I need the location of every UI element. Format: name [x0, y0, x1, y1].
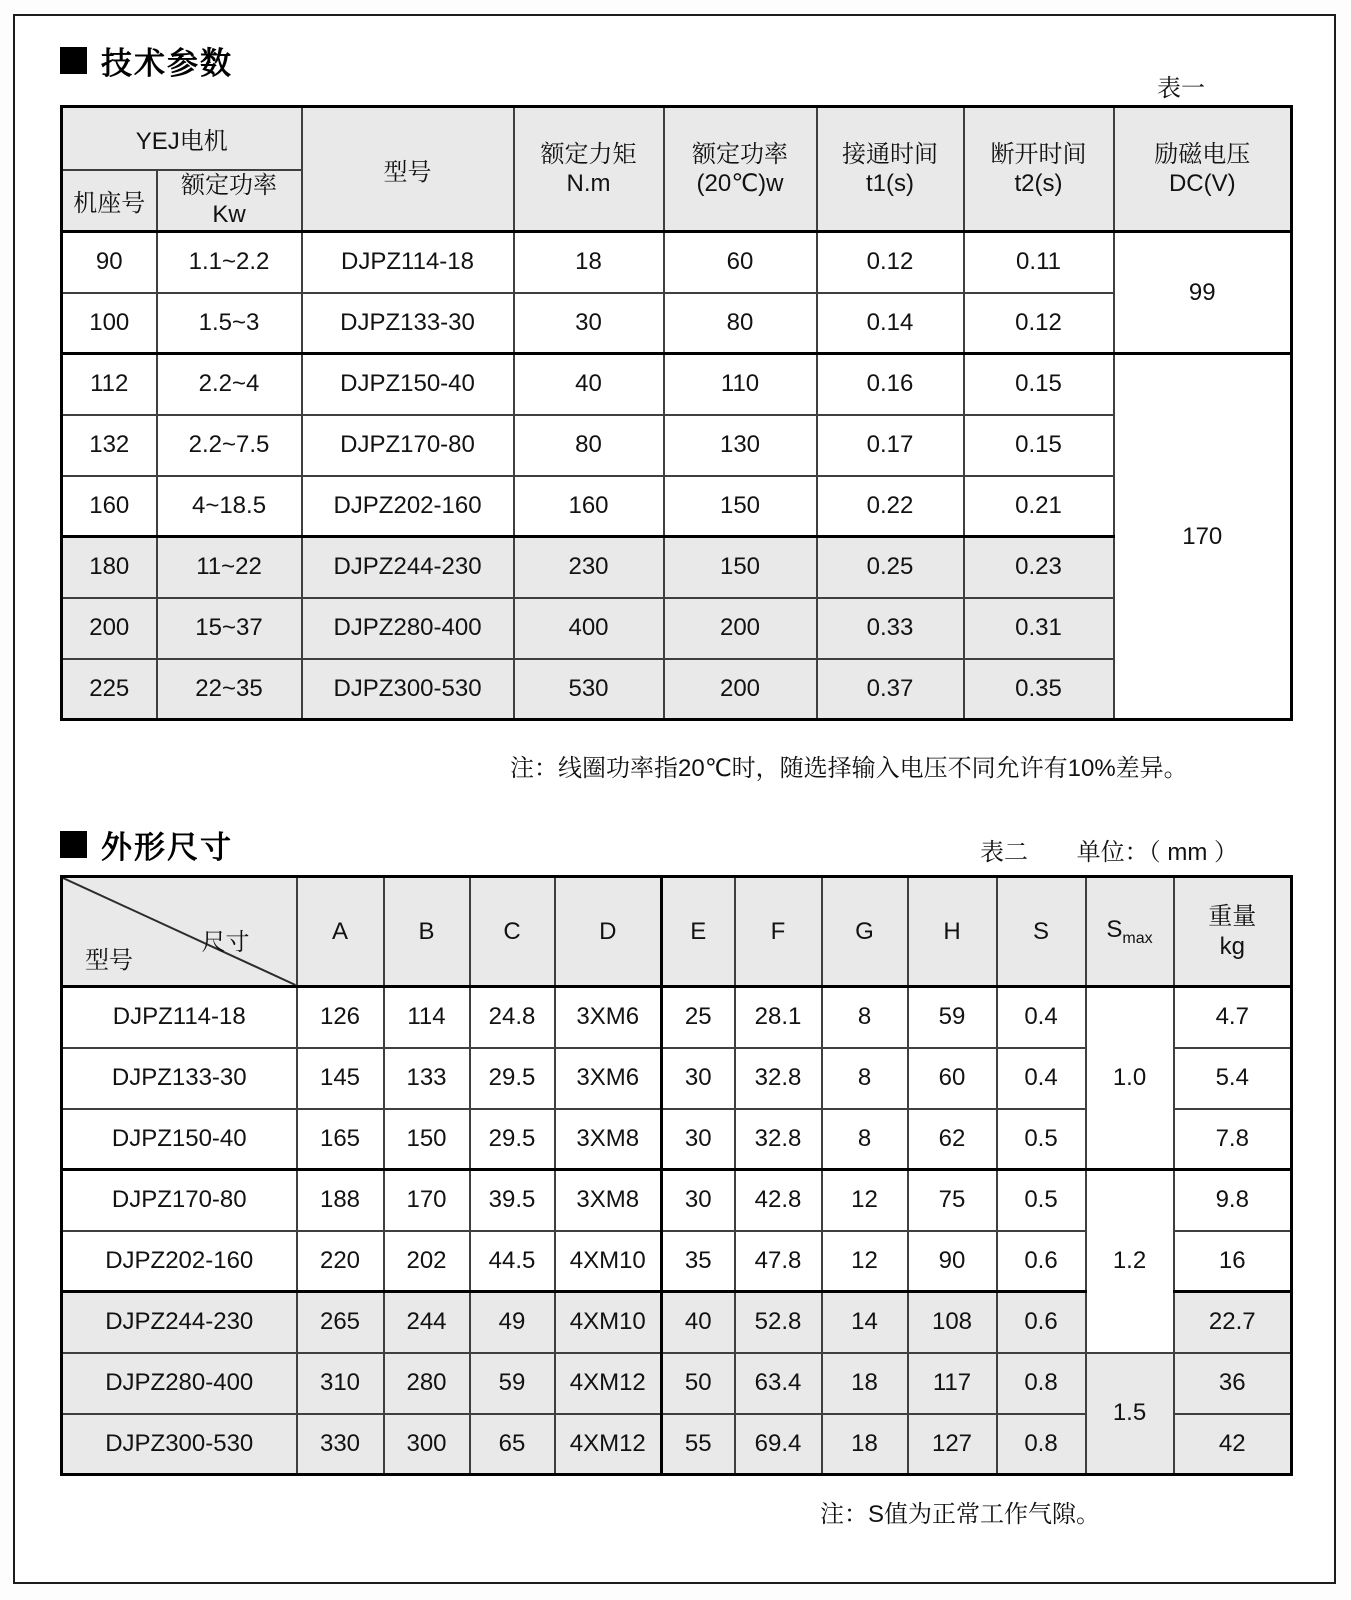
table-cell: 200: [62, 598, 157, 659]
table-cell: 30: [662, 1109, 735, 1170]
table-cell: 100: [62, 293, 157, 354]
table-cell: 30: [662, 1170, 735, 1231]
table-cell: 0.4: [997, 987, 1086, 1048]
rated-power-kw-line1: 额定功率: [181, 171, 277, 199]
table-cell: 165: [297, 1109, 384, 1170]
table-cell: 200: [664, 659, 817, 720]
model-cell: DJPZ300-530: [62, 1414, 297, 1475]
table-cell: 42: [1174, 1414, 1292, 1475]
table-cell: 0.35: [964, 659, 1114, 720]
table-cell: 0.12: [817, 232, 964, 293]
table-cell: 127: [908, 1414, 997, 1475]
table-cell: 244: [384, 1292, 470, 1353]
table-cell: 230: [514, 537, 664, 598]
table-cell: 80: [514, 415, 664, 476]
table-cell: 0.31: [964, 598, 1114, 659]
table-cell: 150: [384, 1109, 470, 1170]
model-cell: DJPZ133-30: [62, 1048, 297, 1109]
table-cell: 90: [908, 1231, 997, 1292]
table-cell: 15~37: [157, 598, 302, 659]
table-cell: 30: [514, 293, 664, 354]
table-cell: 12: [822, 1231, 908, 1292]
header-cell-weight: [1174, 877, 1292, 987]
table-cell: 133: [384, 1048, 470, 1109]
table-cell: 18: [514, 232, 664, 293]
table-cell: 18: [822, 1353, 908, 1414]
table-cell: 49: [470, 1292, 555, 1353]
table-cell: 0.8: [997, 1414, 1086, 1475]
table-cell: 330: [297, 1414, 384, 1475]
table-cell: 3XM8: [555, 1170, 662, 1231]
header-cell-D: D: [555, 877, 662, 987]
table-cell: 530: [514, 659, 664, 720]
table-cell: 50: [662, 1353, 735, 1414]
table-cell: 8: [822, 987, 908, 1048]
table-cell: 63.4: [735, 1353, 822, 1414]
table-cell: 0.21: [964, 476, 1114, 537]
model-cell: DJPZ150-40: [62, 1109, 297, 1170]
smax-sub: max: [1122, 929, 1153, 947]
table-cell: 28.1: [735, 987, 822, 1048]
table-cell: 220: [297, 1231, 384, 1292]
table-cell: 35: [662, 1231, 735, 1292]
table-cell: 29.5: [470, 1109, 555, 1170]
header-cell-corner: [62, 877, 297, 987]
section1-title-text: 技术参数: [101, 46, 233, 81]
table-cell: 130: [664, 415, 817, 476]
table-cell: 75: [908, 1170, 997, 1231]
table-cell-smax-group1: 1.0: [1086, 987, 1174, 1170]
table-cell: 170: [384, 1170, 470, 1231]
table-row: [62, 476, 1292, 537]
off-time-line2: t2(s): [1014, 170, 1063, 197]
table-cell: 62: [908, 1109, 997, 1170]
table-cell: 40: [662, 1292, 735, 1353]
model-cell: DJPZ244-230: [62, 1292, 297, 1353]
weight-line1: 重量: [1208, 903, 1257, 931]
table-cell: 3XM6: [555, 987, 662, 1048]
table-cell: 400: [514, 598, 664, 659]
header-cell-S: S: [997, 877, 1086, 987]
table-cell: 36: [1174, 1353, 1292, 1414]
table-row: [62, 232, 1292, 293]
table-cell: DJPZ244-230: [302, 537, 514, 598]
table-cell: 39.5: [470, 1170, 555, 1231]
corner-label-dimension: 尺寸: [201, 929, 250, 956]
table-cell-voltage-170: 170: [1114, 354, 1292, 720]
header-cell-model: 型号: [302, 107, 514, 232]
table-cell: 0.12: [964, 293, 1114, 354]
table-cell: 0.37: [817, 659, 964, 720]
table-cell: 29.5: [470, 1048, 555, 1109]
header-cell-on-time: [817, 107, 964, 232]
table2-footnote: [60, 1494, 1290, 1529]
table-cell: 188: [297, 1170, 384, 1231]
table-cell: 60: [908, 1048, 997, 1109]
table-row: [62, 537, 1292, 598]
table-cell: 0.14: [817, 293, 964, 354]
table-cell: 150: [664, 476, 817, 537]
weight-line2: kg: [1219, 932, 1245, 960]
table-cell: 0.6: [997, 1231, 1086, 1292]
table-cell: 0.22: [817, 476, 964, 537]
table-cell: 4XM10: [555, 1292, 662, 1353]
technical-parameters-table: [60, 105, 1293, 721]
table-cell: 4XM12: [555, 1414, 662, 1475]
table-cell: 300: [384, 1414, 470, 1475]
table1-caption: [60, 68, 1290, 103]
table2-footnote-text: 注：S值为正常工作气隙。: [820, 1501, 1101, 1528]
table-cell: 14: [822, 1292, 908, 1353]
table-cell: 32.8: [735, 1048, 822, 1109]
table-cell: 310: [297, 1353, 384, 1414]
table-row: [62, 1170, 1292, 1231]
off-time-line1: 断开时间: [990, 140, 1087, 168]
table-cell: 0.4: [997, 1048, 1086, 1109]
table-cell: 2.2~4: [157, 354, 302, 415]
table-cell: 117: [908, 1353, 997, 1414]
table-cell: 0.15: [964, 354, 1114, 415]
table-row: [62, 354, 1292, 415]
table-cell: DJPZ114-18: [302, 232, 514, 293]
table-cell: 59: [908, 987, 997, 1048]
rated-torque-line2: N.m: [566, 170, 611, 197]
header-cell-frame-no: 机座号: [62, 170, 157, 232]
table-cell: 132: [62, 415, 157, 476]
table2-caption-text: 表二: [980, 839, 1028, 866]
table-cell: 2.2~7.5: [157, 415, 302, 476]
table-cell-smax-group2: 1.2: [1086, 1170, 1174, 1353]
outline-dimensions-table: [60, 875, 1293, 1476]
table-cell: 7.8: [1174, 1109, 1292, 1170]
table-cell: 4~18.5: [157, 476, 302, 537]
table-cell-voltage-99: 99: [1114, 232, 1292, 354]
table-cell: 4XM10: [555, 1231, 662, 1292]
table-cell: 32.8: [735, 1109, 822, 1170]
table-cell: 18: [822, 1414, 908, 1475]
table-cell: 8: [822, 1048, 908, 1109]
table-cell: 90: [62, 232, 157, 293]
table-cell: 160: [62, 476, 157, 537]
table-row: [62, 1353, 1292, 1414]
table-cell: 0.5: [997, 1109, 1086, 1170]
model-cell: DJPZ114-18: [62, 987, 297, 1048]
table-cell: DJPZ170-80: [302, 415, 514, 476]
table-cell: 47.8: [735, 1231, 822, 1292]
table-cell: 150: [664, 537, 817, 598]
table-cell: 3XM6: [555, 1048, 662, 1109]
table-cell: 0.6: [997, 1292, 1086, 1353]
table-cell: DJPZ133-30: [302, 293, 514, 354]
header-cell-yej-motor: YEJ电机: [62, 107, 302, 170]
table-cell: 65: [470, 1414, 555, 1475]
table-cell: 60: [664, 232, 817, 293]
table-cell: 160: [514, 476, 664, 537]
table-row: [62, 415, 1292, 476]
on-time-line1: 接通时间: [842, 140, 939, 168]
table-cell: 1.5~3: [157, 293, 302, 354]
table-cell: 22~35: [157, 659, 302, 720]
table-cell: 0.25: [817, 537, 964, 598]
header-cell-Smax: [1086, 877, 1174, 987]
header-cell-off-time: [964, 107, 1114, 232]
table-cell: 0.16: [817, 354, 964, 415]
table1-footnote-text: 注：线圈功率指20℃时，随选择输入电压不同允许有10%差异。: [510, 755, 1188, 782]
table-cell: 0.23: [964, 537, 1114, 598]
table-cell: 1.1~2.2: [157, 232, 302, 293]
smax-main: S: [1106, 915, 1123, 943]
table-cell: 202: [384, 1231, 470, 1292]
table-cell: 44.5: [470, 1231, 555, 1292]
table-cell: 265: [297, 1292, 384, 1353]
table-cell: 112: [62, 354, 157, 415]
table1-footnote: [60, 748, 1290, 783]
header-cell-E: E: [662, 877, 735, 987]
table-cell: DJPZ280-400: [302, 598, 514, 659]
table-cell: 52.8: [735, 1292, 822, 1353]
table-cell: 114: [384, 987, 470, 1048]
table-row: [62, 293, 1292, 354]
table-cell: 225: [62, 659, 157, 720]
table-cell: 4.7: [1174, 987, 1292, 1048]
table1-caption-text: 表一: [1157, 75, 1205, 102]
table-cell: 9.8: [1174, 1170, 1292, 1231]
header-cell-A: A: [297, 877, 384, 987]
table-cell: 110: [664, 354, 817, 415]
rated-power-kw-line2: Kw: [212, 201, 246, 229]
header-cell-B: B: [384, 877, 470, 987]
table-cell: 4XM12: [555, 1353, 662, 1414]
table-cell: 5.4: [1174, 1048, 1292, 1109]
table-cell: 16: [1174, 1231, 1292, 1292]
model-cell: DJPZ170-80: [62, 1170, 297, 1231]
on-time-line2: t1(s): [866, 170, 915, 197]
header-cell-rated-power-kw: [157, 170, 302, 232]
header-cell-G: G: [822, 877, 908, 987]
table-row: [62, 659, 1292, 720]
header-cell-F: F: [735, 877, 822, 987]
corner-label-model: 型号: [85, 947, 133, 974]
table2-caption: [60, 832, 1290, 867]
table-cell: 3XM8: [555, 1109, 662, 1170]
table-cell: 42.8: [735, 1170, 822, 1231]
section2-title-text: 外形尺寸: [101, 830, 233, 865]
table-cell: 108: [908, 1292, 997, 1353]
table-cell: 8: [822, 1109, 908, 1170]
table-cell: 0.17: [817, 415, 964, 476]
header-cell-rated-torque: [514, 107, 664, 232]
excitation-line2: DC(V): [1168, 170, 1236, 197]
table-cell: 24.8: [470, 987, 555, 1048]
table-cell: 40: [514, 354, 664, 415]
rated-torque-line1: 额定力矩: [540, 140, 637, 168]
table-cell: 59: [470, 1353, 555, 1414]
table-cell: 22.7: [1174, 1292, 1292, 1353]
table-cell: 180: [62, 537, 157, 598]
model-cell: DJPZ280-400: [62, 1353, 297, 1414]
rated-power-w-line1: 额定功率: [692, 140, 789, 168]
table-cell: 11~22: [157, 537, 302, 598]
table-row: [62, 987, 1292, 1048]
table-cell: 145: [297, 1048, 384, 1109]
table-cell: DJPZ202-160: [302, 476, 514, 537]
table-cell: DJPZ150-40: [302, 354, 514, 415]
header-cell-C: C: [470, 877, 555, 987]
table-cell: 200: [664, 598, 817, 659]
table-cell: 126: [297, 987, 384, 1048]
rated-power-w-line2: (20℃)w: [696, 170, 784, 197]
table-cell: DJPZ300-530: [302, 659, 514, 720]
table-cell: 69.4: [735, 1414, 822, 1475]
table-cell: 0.8: [997, 1353, 1086, 1414]
table-cell-smax-group3: 1.5: [1086, 1353, 1174, 1475]
table-row: [62, 598, 1292, 659]
table-cell: 55: [662, 1414, 735, 1475]
table-cell: 0.33: [817, 598, 964, 659]
table-cell: 25: [662, 987, 735, 1048]
table-cell: 0.5: [997, 1170, 1086, 1231]
header-cell-H: H: [908, 877, 997, 987]
table-cell: 80: [664, 293, 817, 354]
excitation-line1: 励磁电压: [1154, 140, 1251, 168]
table-cell: 12: [822, 1170, 908, 1231]
table-cell: 0.15: [964, 415, 1114, 476]
header-cell-excitation-voltage: [1114, 107, 1292, 232]
model-cell: DJPZ202-160: [62, 1231, 297, 1292]
unit-label: 单位：（ mm ）: [1076, 839, 1238, 866]
header-cell-rated-power-w: [664, 107, 817, 232]
table-cell: 0.11: [964, 232, 1114, 293]
table-cell: 280: [384, 1353, 470, 1414]
table-cell: 30: [662, 1048, 735, 1109]
